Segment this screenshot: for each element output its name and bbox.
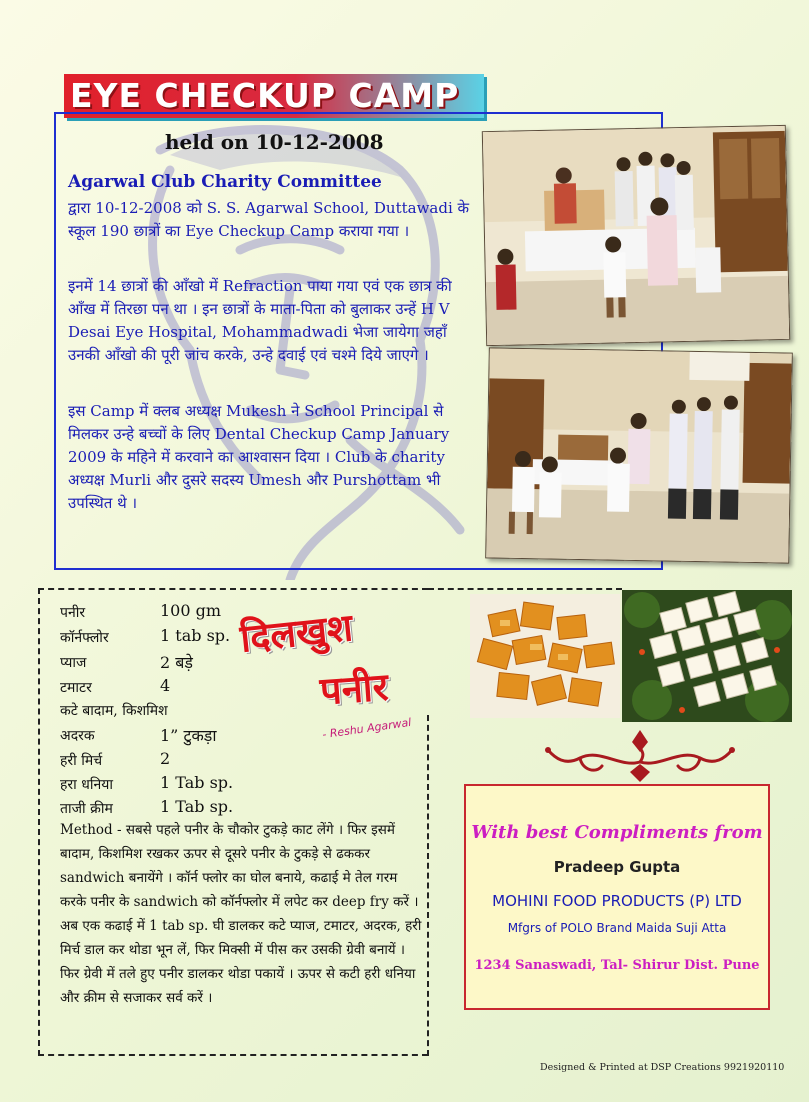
sponsor-name: Pradeep Gupta <box>553 858 681 876</box>
recipe-box-right-border <box>427 715 429 1056</box>
recipe-method: Method - सबसे पहले पनीर के चौकोर टुकड़े काट लेंगे । फिर इसमें बादाम, किशमिश रखकर ऊपर से दूसरे पनीर के टुकड़े से ढककर sandwich बनायेंगे । कॉर्न फ्लोर का घोल बनाये, कढाई मे तेल गरम करके पनीर के sandwich को कॉर्नफ्लोर में लपेट कर deep fry करें । अब एक कढाई में 1 tab sp. घी डालकर कटे प्याज, टमाटर, अदरक, हरी मिर्च डाल कर थोडा भून लें, फिर मिक्सी में पीस कर उसकी ग्रेवी बनायें । फिर ग्रेवी में तले हुए पनीर डालकर थोडा पकायें । ऊपर से कटी हरी धनिया और क्रीम से सजाकर सर्व करें । <box>60 822 422 1006</box>
article-paragraph-3: इस Camp में क्लब अध्यक्ष Mukesh ने School Principal से मिलकर उन्हे बच्चों के लिए Dental Checkup Camp January 2009 के महिने में करवाने का आश्वासन दिया । Club के charity अध्यक्ष Murli और दुसरे सदस्य Umesh और Purshottam भी उपस्थित थे । <box>68 402 450 512</box>
fried-paneer-photo <box>470 594 620 718</box>
ingredient-name: हरा धनिया <box>60 777 113 793</box>
sponsor-address: 1234 Sanaswadi, Tal- Shirur Dist. Pune <box>474 958 760 973</box>
ingredient-name: कॉर्नफ्लोर <box>60 630 109 646</box>
decorative-ornament-icon <box>540 728 740 784</box>
recipe-title-line-1: दिलखुश <box>238 605 355 661</box>
ingredient-qty: 100 gm <box>160 601 222 620</box>
club-name: Agarwal Club Charity Committee <box>68 172 382 192</box>
ingredient-qty: 2 <box>160 749 171 768</box>
article-paragraph-1: द्वारा 10-12-2008 को S. S. Agarwal School, Duttawadi के स्कूल 190 छात्रों का Eye Checkup Camp कराया गया । <box>68 199 470 240</box>
paneer-cubes-photo <box>622 590 792 722</box>
compliments-heading: With best Compliments from <box>471 822 763 843</box>
camp-photo-1 <box>482 125 790 346</box>
ingredient-qty: 1” टुकड़ा <box>160 726 217 745</box>
ingredient-qty: 1 Tab sp. <box>160 773 234 792</box>
ingredient-name: अदरक <box>60 728 95 744</box>
ingredient-name: टमाटर <box>60 680 92 696</box>
event-date: held on 10-12-2008 <box>165 130 384 154</box>
ingredient-name: पनीर <box>60 605 86 621</box>
printer-credit: Designed & Printed at DSP Creations 9921920110 <box>540 1062 785 1073</box>
camp-photo-2 <box>485 347 793 563</box>
sponsor-company: MOHINI FOOD PRODUCTS (P) LTD <box>492 892 742 910</box>
sponsor-products: Mfgrs of POLO Brand Maida Suji Atta <box>507 921 727 935</box>
page-title: EYE CHECKUP CAMP <box>70 76 460 115</box>
recipe-author: - Reshu Agarwal <box>321 715 413 742</box>
ingredient-name: ताजी क्रीम <box>60 801 113 817</box>
ingredient-name: कटे बादाम, किशमिश <box>60 703 168 719</box>
recipe-title-line-2: पनीर <box>318 664 390 714</box>
ingredient-qty: 4 <box>160 676 171 695</box>
article-paragraph-2: इनमें 14 छात्रों की आँखो में Refraction पाया गया एवं एक छात्र की आँख में तिरछा पन था । इन छात्रों के माता-पिता को बुलाकर उन्हें H V Desai Eye Hospital, Mohammadwadi भेजा जायेगा जहाँ उनकी आँखो की पूरी जांच करके, उन्हे दवाई एवं चश्मे दिये जाएगे । <box>68 277 452 364</box>
ingredient-name: प्याज <box>60 655 87 671</box>
recipe-box-top-border <box>428 588 622 590</box>
ingredient-qty: 1 Tab sp. <box>160 797 234 816</box>
ingredient-name: हरी मिर्च <box>60 753 103 769</box>
ingredient-qty: 1 tab sp. <box>160 626 231 645</box>
ingredient-qty: 2 बड़े <box>160 653 193 672</box>
